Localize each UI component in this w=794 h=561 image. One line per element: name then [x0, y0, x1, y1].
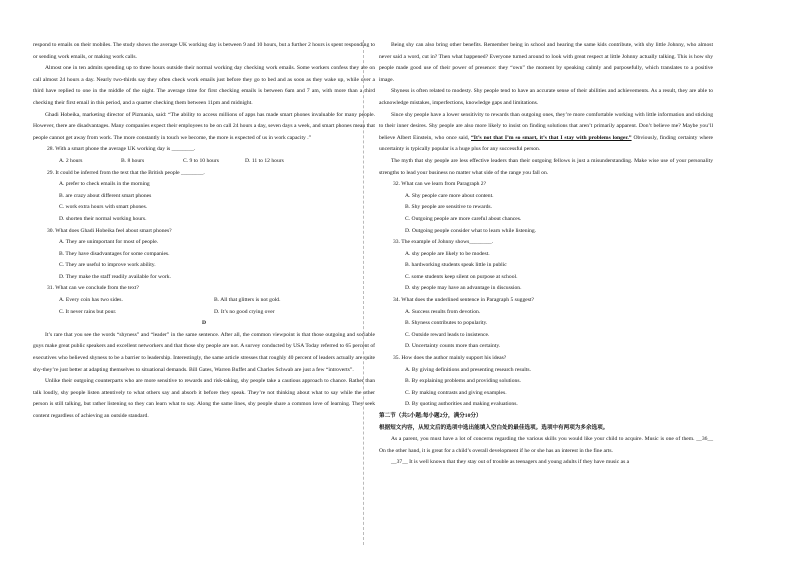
question-31-options: [59, 307, 375, 319]
passage-d-paragraph: Shyness is often related to modesty. Shy people tend to have an accurate sense of their abilities and achievements. As a result, they are able to acknowledge mistakes, imperfections, knowledge gaps and limitations.: [379, 88, 713, 106]
passage-d-paragraph: [379, 110, 713, 156]
option: C. 9 to 10 hours: [183, 157, 219, 164]
question-30-stem: 30. What does Ghadi Hobeika feel about smart phones?: [47, 227, 172, 234]
option: B. By explaining problems and providing solutions.: [405, 378, 521, 385]
paragraph-text: As a parent, you must have a lot of concerns regarding the various skills you would like your child to acquire. Music is one of them.: [391, 436, 697, 443]
option: C. They are useful to improve work ability.: [59, 262, 156, 269]
section-2-instructions: 根据短文内容，从短文后的选项中选出能填入空白处的最佳选项。选项中有两项为多余选项。: [379, 424, 609, 431]
option: D. Outgoing people consider what to learn while listening.: [405, 227, 537, 234]
passage-c-paragraph: Ghadi Hobeika, marketing director of Pizmania, said: “The ability to access millions of apps has made smart phones invaluable for many people. However, there are disadvantages. Many companies expect their employees to be on call 24 hours a day, seven days a week, and smart phones mean that people cannot get away from work. The more constantly in touch we become, the more is expected of us in work capacity .”: [33, 111, 375, 141]
right-column: [379, 40, 713, 469]
question-29-stem: 29. It could be inferred from the text that the British people ________.: [47, 169, 205, 176]
underlined-sentence: “It’s not that I’m so smart, it’s that I stay with problems longer.”: [470, 134, 632, 141]
option: B. are crazy about different smart phones: [59, 192, 152, 199]
blank-37: __37__: [391, 459, 408, 466]
option: A. Every coin has two sides.: [59, 297, 123, 304]
question-31-stem: 31. What can we conclude from the text?: [47, 285, 139, 292]
option: D. 11 to 12 hours: [245, 157, 284, 164]
option: C. work extra hours with smart phones.: [59, 204, 148, 211]
question-33-stem: 33. The example of Johnny shows________.: [393, 239, 494, 246]
option: C. Outgoing people are more careful about chances.: [405, 215, 522, 222]
passage-c-paragraph: respond to emails on their mobiles. The study shows the average UK working day is between 9 and 10 hours, but a further 2 hours is spent responding to or sending work emails, or making work calls.: [33, 42, 375, 60]
section-letter-d: D: [201, 320, 207, 327]
option: D. shorten their normal working hours.: [59, 215, 147, 222]
question-28-stem: 28. With a smart phone the average UK working day is ________.: [47, 146, 196, 153]
section-2-title: 第二节（共5小题;每小题2分，满分10分）: [379, 413, 482, 419]
question-28-options: [59, 156, 375, 168]
option: D. Uncertainty counts more than certainty.: [405, 343, 501, 350]
passage-d-paragraph: Unlike their outgoing counterparts who are more sensitive to rewards and risk-taking, shy people take a cautious approach to chance. Rather than talk loudly, shy people listen attentively to what others say and absorb it before they speak. They’re not thinking about what to say while the other person is still talking, but rather listening so they can learn what to say. Along the same lines, shy people share a common love of learning. They seek content regardless of achieving an outside standard.: [33, 378, 375, 419]
blank-36: __36__: [696, 436, 713, 443]
question-35-stem: 35. How does the author mainly support his ideas?: [393, 355, 507, 362]
option: B. Shy people are sensitive to rewards.: [405, 204, 492, 211]
option: C. By making contrasts and giving examples.: [405, 389, 507, 396]
option: A. shy people are likely to be modest.: [405, 250, 490, 257]
option: B. They have disadvantages for some companies.: [59, 250, 170, 257]
question-31-options: [59, 295, 375, 307]
option: D. By quoting authorities and making evaluations.: [405, 401, 518, 408]
cloze-paragraph: [379, 434, 713, 457]
option: D. It’s no good crying over: [214, 308, 275, 315]
option: C. Outside reward leads to insistence.: [405, 331, 490, 338]
passage-d-paragraph: It’s rare that you see the words “shyness” and “leader” in the same sentence. After all, the common viewpoint is that those outgoing and sociable guys make great public speakers and excellent networkers and that those shy people are not. A survey conducted by USA Today referred to 65 percent of executives who believed shyness to be a barrier to leadership. Interestingly, the same article stresses that roughly 40 percent of leaders actually are quite shy-they’re just better at adapting themselves to situational demands. Bill Gates, Warren Buffet and Charles Schwab are just a few “introverts”.: [33, 331, 375, 373]
option: B. All that glitters is not gold.: [214, 297, 281, 304]
option: B. Shyness contributes to popularity.: [405, 320, 488, 327]
option: A. They are unimportant for most of people.: [59, 239, 159, 246]
option: C. It never rains but pour.: [59, 308, 117, 315]
passage-c-paragraph: Almost one in ten admits spending up to three hours outside their normal working day checking work emails. Some workers confess they are on call almost 24 hours a day. Nearly two-thirds say they often check work emails just before they go to bed and as soon as they wake up, while over a third have replied to one in the middle of the night. The average time for first checking emails is between 6am and 7 am, with more than a third checking their first email in this period, and a quarter checking them between 11pm and midnight.: [33, 65, 375, 106]
cloze-paragraph: [379, 457, 713, 469]
option: C. some students keep silent on purpose at school.: [405, 273, 518, 280]
passage-d-paragraph: Being shy can also bring other benefits. Remember being in school and hearing the same kids contribute, with shy little Johnny, who almost never said a word, cut in? Then what happened? Everyone turned around to look with great respect at little Johnny actually talking. This is how shy people made good use of their power of presence: they “own” the moment by speaking calmly and purposefully, which translates to a positive image.: [379, 42, 713, 83]
option: A. By giving definitions and presenting research results.: [405, 366, 531, 373]
option: A. Success results from devotion.: [405, 308, 481, 315]
option: B. hardworking students speak little in public: [405, 262, 507, 269]
paragraph-text: On the other hand, it is great for a child’s overall development if he or she has an interest in the fine arts.: [379, 447, 613, 454]
paragraph-text: Since shy people have a lower sensitivity to rewards than outgoing ones, they’re more comfortable working with little information and sticking to their inner desires. Shy people are also more likely to insist on finding solutions that aren’t primarily apparent. Don’t believe me? Maybe you’ll believe Albert Einstein, who once said,: [379, 111, 713, 141]
option: D. They make the staff readily available for work.: [59, 273, 171, 280]
left-column: [33, 40, 375, 423]
option: A. Shy people care more about content.: [405, 192, 494, 199]
option: A. 2 hours: [59, 157, 83, 164]
paragraph-text: It is well known that they stay out of trouble as teenagers and young adults if they have music as a: [407, 459, 630, 466]
option: B. 8 hours: [121, 157, 145, 164]
paragraph-text: Obviously, finding certainty where uncertainty is typically popular is a huge plus for any successful person.: [379, 134, 713, 153]
option: A. prefer to check emails in the morning: [59, 181, 150, 188]
passage-d-paragraph: The myth that shy people are less effective leaders than their outgoing fellows is just a misunderstanding. Make wise use of your personality strengths to lead your business no matter what side of the range you fall on.: [379, 157, 713, 176]
question-34-stem: 34. What does the underlined sentence in Paragraph 5 suggest?: [393, 297, 534, 304]
question-32-stem: 32. What can we learn from Paragraph 2?: [393, 181, 487, 188]
option: D. shy people may have an advantage in discussion.: [405, 285, 522, 292]
